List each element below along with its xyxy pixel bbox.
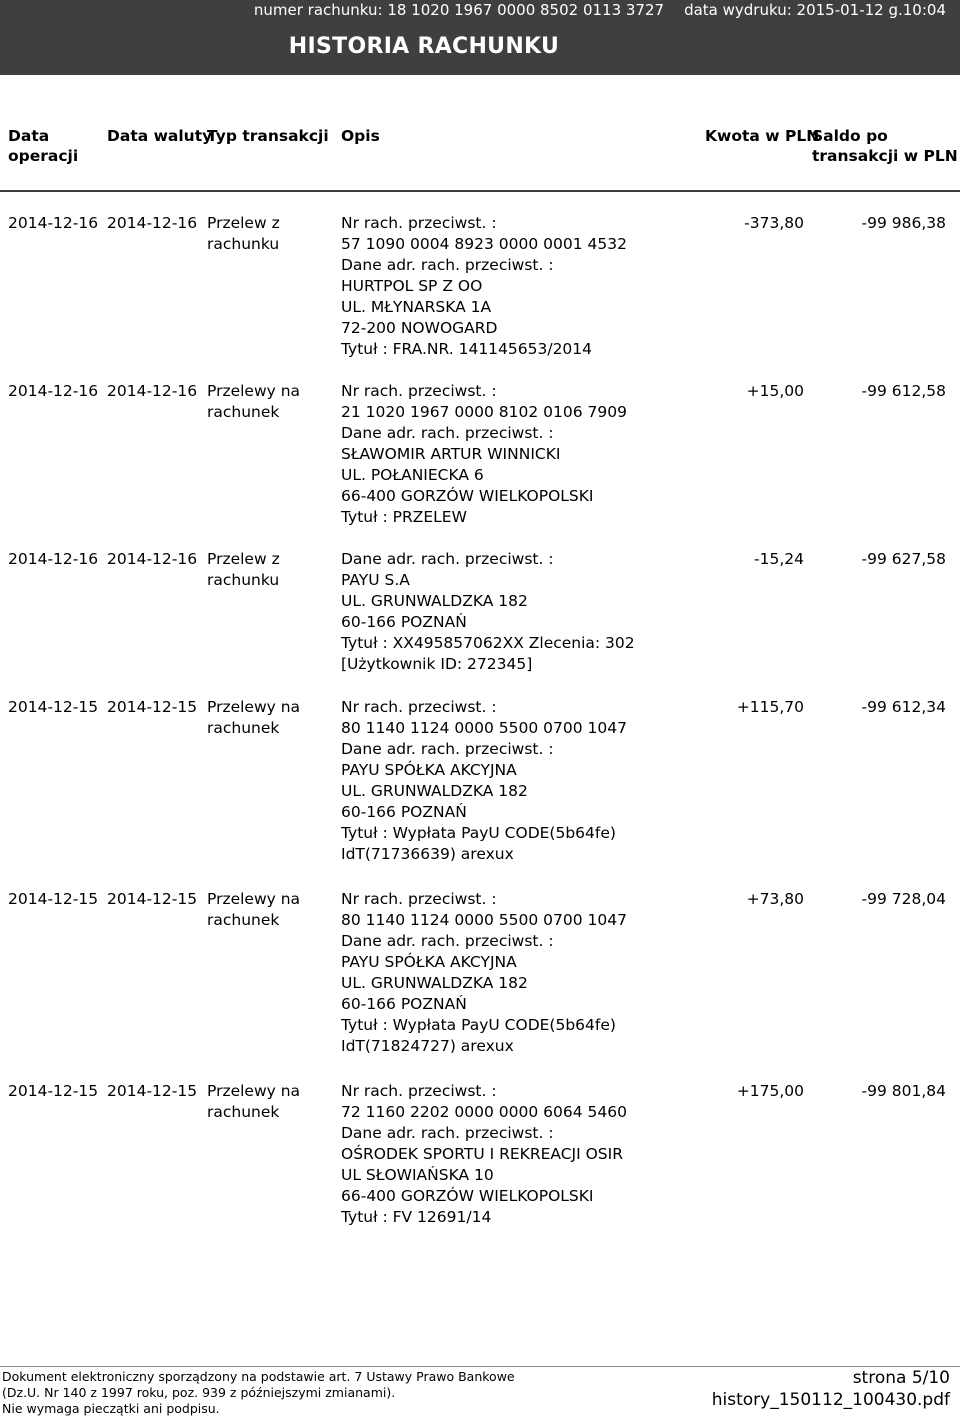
page-title: HISTORIA RACHUNKU [288,34,560,59]
description-line: Tytuł : Wypłata PayU CODE(5b64fe) [341,1016,616,1034]
description-line: Tytuł : PRZELEW [341,508,467,526]
transaction-type [207,697,327,739]
description-line: UL. MŁYNARSKA 1A [341,298,492,316]
header-divider [0,190,960,192]
description-line: 66-400 GORZÓW WIELKOPOLSKI [341,487,594,505]
description-line: Nr rach. przeciwst. : [341,890,497,908]
table-header [0,126,960,180]
page-footer [0,1366,960,1417]
operation-date: 2014-12-16 [8,550,99,568]
legal-note-line: (Dz.U. Nr 140 z 1997 roku, poz. 939 z późniejszymi zmianami). [2,1385,396,1400]
description-line: IdT(71824727) arexux [341,1037,514,1055]
transaction-description [341,889,701,1057]
value-date: 2014-12-15 [107,890,198,908]
description-line: UL. GRUNWALDZKA 182 [341,782,528,800]
description-line: Dane adr. rach. przeciwst. : [341,1124,554,1142]
description-line: PAYU S.A [341,571,410,589]
description-line: PAYU SPÓŁKA AKCYJNA [341,953,517,971]
operation-date: 2014-12-16 [8,214,99,232]
description-line: 72 1160 2202 0000 0000 6064 5460 [341,1103,627,1121]
description-line: UL SŁOWIAŃSKA 10 [341,1166,494,1184]
description-line: Nr rach. przeciwst. : [341,214,497,232]
description-line: Dane adr. rach. przeciwst. : [341,932,554,950]
amount: +73,80 [746,890,804,908]
description-line: Dane adr. rach. przeciwst. : [341,424,554,442]
value-date: 2014-12-16 [107,550,198,568]
transaction-type-line: rachunku [207,235,280,253]
description-line: UL. POŁANIECKA 6 [341,466,484,484]
col-value-date: Data waluty [107,127,213,145]
transaction-type-line: Przelew z [207,214,280,232]
account-number: numer rachunku: 18 1020 1967 0000 8502 0113 3727 [253,1,665,19]
transaction-type-line: rachunek [207,911,280,929]
description-line: 66-400 GORZÓW WIELKOPOLSKI [341,1187,594,1205]
description-line: SŁAWOMIR ARTUR WINNICKI [341,445,561,463]
print-date: data wydruku: 2015-01-12 g.10:04 [684,1,946,19]
transaction-type-line: rachunek [207,403,280,421]
transaction-type [207,1081,327,1123]
value-date: 2014-12-15 [107,1082,198,1100]
amount: +15,00 [746,382,804,400]
transaction-type-line: rachunku [207,571,280,589]
balance: -99 801,84 [861,1082,946,1100]
transaction-description [341,549,701,675]
transaction-type [207,213,327,255]
description-line: 57 1090 0004 8923 0000 0001 4532 [341,235,627,253]
description-line: 60-166 POZNAŃ [341,995,467,1013]
operation-date: 2014-12-15 [8,890,99,908]
value-date: 2014-12-15 [107,698,198,716]
description-line: IdT(71736639) arexux [341,845,514,863]
transaction-type-line: Przelewy na [207,382,301,400]
operation-date: 2014-12-15 [8,1082,99,1100]
description-line: Dane adr. rach. przeciwst. : [341,550,554,568]
description-line: Tytuł : FV 12691/14 [341,1208,492,1226]
value-date: 2014-12-16 [107,214,198,232]
col-balance-line1: Saldo po [812,127,888,145]
page-number: strona 5/10 [852,1368,950,1388]
transaction-type-line: Przelew z [207,550,280,568]
transaction-type [207,381,327,423]
description-line: Dane adr. rach. przeciwst. : [341,740,554,758]
page-info [712,1367,950,1411]
description-line: Nr rach. przeciwst. : [341,382,497,400]
description-line: 60-166 POZNAŃ [341,613,467,631]
operation-date: 2014-12-15 [8,698,99,716]
transaction-type-line: rachunek [207,1103,280,1121]
legal-note [2,1369,515,1417]
amount: +175,00 [736,1082,804,1100]
description-line: HURTPOL SP Z OO [341,277,483,295]
transaction-description [341,213,701,360]
col-operation-date-line2: operacji [8,147,79,165]
operation-date: 2014-12-16 [8,382,99,400]
transaction-type-line: Przelewy na [207,890,301,908]
description-line: Tytuł : XX495857062XX Zlecenia: 302 [341,634,635,652]
col-amount: Kwota w PLN [705,127,820,145]
description-line: 21 1020 1967 0000 8102 0106 7909 [341,403,627,421]
description-line: Nr rach. przeciwst. : [341,698,497,716]
description-line: UL. GRUNWALDZKA 182 [341,974,528,992]
value-date: 2014-12-16 [107,382,198,400]
description-line: Nr rach. przeciwst. : [341,1082,497,1100]
description-line: [Użytkownik ID: 272345] [341,655,533,673]
description-line: 72-200 NOWOGARD [341,319,498,337]
balance: -99 612,58 [861,382,946,400]
transaction-type [207,549,327,591]
balance: -99 627,58 [861,550,946,568]
col-balance-line2: transakcji w PLN [812,147,958,165]
description-line: PAYU SPÓŁKA AKCYJNA [341,761,517,779]
legal-note-line: Dokument elektroniczny sporządzony na podstawie art. 7 Ustawy Prawo Bankowe [2,1369,515,1384]
balance: -99 986,38 [861,214,946,232]
transaction-type [207,889,327,931]
description-line: UL. GRUNWALDZKA 182 [341,592,528,610]
file-name: history_150112_100430.pdf [711,1390,950,1410]
description-line: 60-166 POZNAŃ [341,803,467,821]
legal-note-line: Nie wymaga pieczątki ani podpisu. [2,1401,220,1416]
document-header [0,0,960,75]
amount: -15,24 [754,550,804,568]
transaction-description [341,1081,701,1228]
transaction-type-line: rachunek [207,719,280,737]
transaction-type-line: Przelewy na [207,1082,301,1100]
description-line: Tytuł : FRA.NR. 141145653/2014 [341,340,593,358]
description-line: 80 1140 1124 0000 5500 0700 1047 [341,719,627,737]
description-line: Dane adr. rach. przeciwst. : [341,256,554,274]
amount: +115,70 [736,698,804,716]
col-operation-date-line1: Data [8,127,50,145]
transaction-description [341,697,701,865]
transaction-type-line: Przelewy na [207,698,301,716]
amount: -373,80 [744,214,804,232]
col-type: Typ transakcji [207,127,329,145]
balance: -99 612,34 [861,698,946,716]
col-operation-date [8,126,78,166]
col-description: Opis [341,127,380,145]
description-line: OŚRODEK SPORTU I REKREACJI OSIR [341,1145,623,1163]
col-balance [812,126,958,166]
description-line: 80 1140 1124 0000 5500 0700 1047 [341,911,627,929]
header-meta [254,0,946,20]
balance: -99 728,04 [861,890,946,908]
transaction-description [341,381,701,528]
description-line: Tytuł : Wypłata PayU CODE(5b64fe) [341,824,616,842]
